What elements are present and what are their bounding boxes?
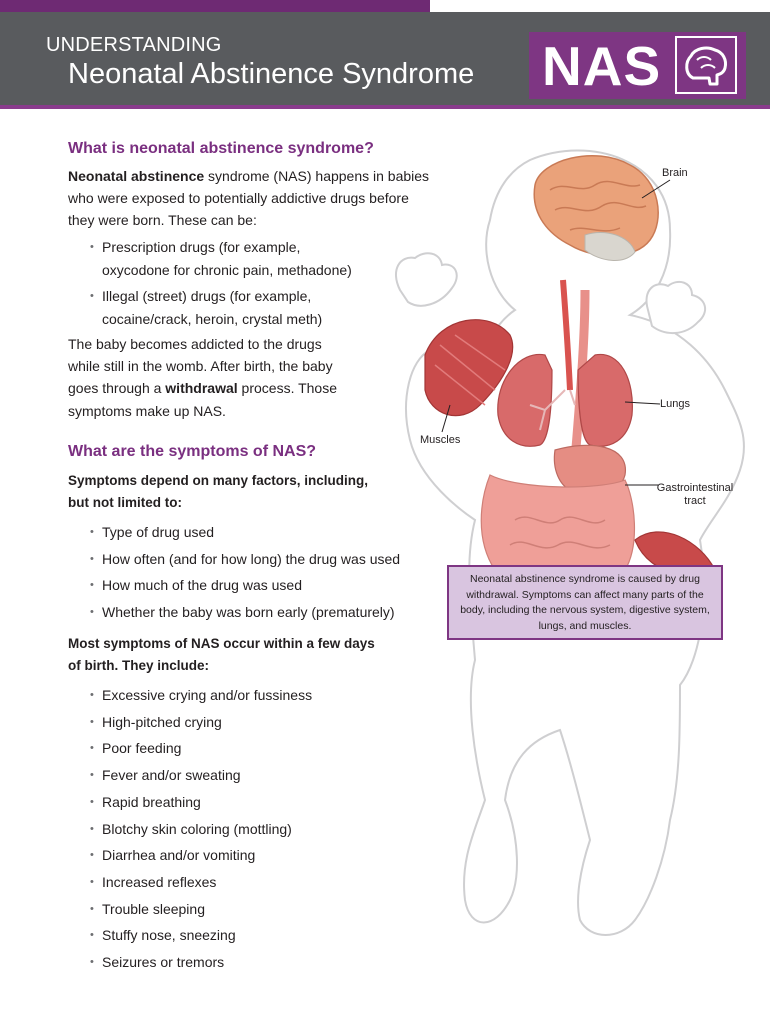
intro-bold-term: Neonatal abstinence bbox=[68, 168, 205, 184]
list-item: • Whether the baby was born early (prematurely) bbox=[90, 599, 400, 626]
nas-badge bbox=[529, 32, 746, 99]
list-item: • How much of the drug was used bbox=[90, 572, 400, 599]
list-item: • Diarrhea and/or vomiting bbox=[90, 842, 312, 869]
badge-text: NAS bbox=[542, 35, 662, 97]
withdrawal-term: withdrawal bbox=[165, 380, 238, 397]
header-banner bbox=[0, 12, 770, 107]
header-underline bbox=[0, 105, 770, 109]
label-brain: Brain bbox=[662, 167, 688, 179]
label-gi-tract: Gastrointestinal tract bbox=[656, 482, 734, 507]
factor-list bbox=[90, 519, 400, 626]
intro-paragraph bbox=[68, 165, 429, 232]
callout-box: Neonatal abstinence syndrome is caused by drug withdrawal. Symptoms can affect many parts of the body, including the nervous system, digestive system, lungs, and muscles. bbox=[447, 565, 723, 640]
factors-lead: Symptoms depend on many factors, including, but not limited to: bbox=[68, 473, 369, 511]
list-item: • Prescription drugs (for example, oxycodone for chronic pain, methadone) bbox=[90, 236, 352, 282]
intro-line3: they were born. These can be: bbox=[68, 212, 257, 229]
list-item: • Illegal (street) drugs (for example, cocaine/crack, heroin, crystal meth) bbox=[90, 285, 352, 331]
header-kicker: UNDERSTANDING bbox=[46, 34, 222, 56]
list-item: • Stuffy nose, sneezing bbox=[90, 922, 312, 949]
list-item: • Rapid breathing bbox=[90, 789, 312, 816]
symptoms-lead: Most symptoms of NAS occur within a few days of birth. They include: bbox=[68, 636, 375, 674]
intro-line2: who were exposed to potentially addictive drugs before bbox=[68, 190, 409, 207]
page-title: Neonatal Abstinence Syndrome bbox=[68, 58, 475, 90]
label-lungs: Lungs bbox=[660, 398, 690, 410]
withdrawal-paragraph: The baby becomes addicted to the drugs while still in the womb. After birth, the baby goes through a withdrawal process. Those symptoms make up NAS. bbox=[68, 336, 338, 419]
list-item: • Poor feeding bbox=[90, 735, 312, 762]
list-item: • Fever and/or sweating bbox=[90, 762, 312, 789]
list-item: • Blotchy skin coloring (mottling) bbox=[90, 816, 312, 843]
brain-head-icon bbox=[675, 36, 737, 94]
list-item: • High-pitched crying bbox=[90, 709, 312, 736]
list-item: • Type of drug used bbox=[90, 519, 400, 546]
intro-line1: syndrome (NAS) happens in babies bbox=[204, 168, 430, 184]
label-muscles: Muscles bbox=[420, 434, 461, 446]
section-heading-symptoms: What are the symptoms of NAS? bbox=[68, 443, 317, 460]
list-item: • Increased reflexes bbox=[90, 869, 312, 896]
list-item: • Excessive crying and/or fussiness bbox=[90, 682, 312, 709]
list-item: • Trouble sleeping bbox=[90, 896, 312, 923]
top-accent-bar bbox=[0, 0, 430, 12]
symptom-list bbox=[90, 682, 312, 976]
list-item: • How often (and for how long) the drug was used bbox=[90, 546, 400, 573]
list-item: • Seizures or tremors bbox=[90, 949, 312, 976]
section-heading-what-is-nas: What is neonatal abstinence syndrome? bbox=[68, 140, 374, 157]
drug-type-list bbox=[90, 236, 352, 331]
